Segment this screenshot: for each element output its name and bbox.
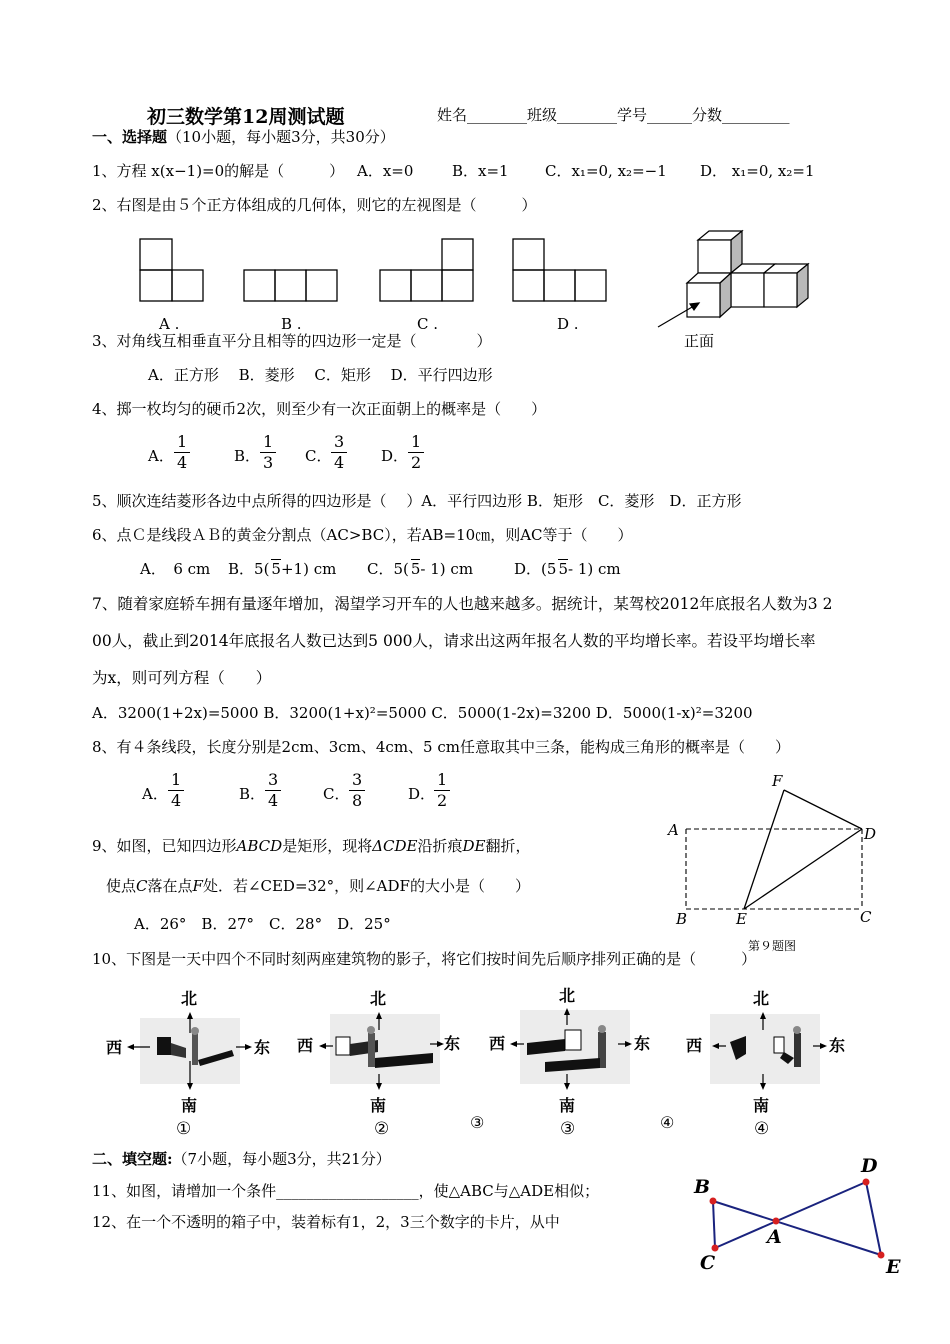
q2-view-b: [244, 270, 337, 301]
section1-heading: 一、选择题: [92, 128, 168, 146]
q10-fig2-east: 东: [444, 1034, 461, 1053]
q2-label-d: D .: [557, 315, 579, 333]
q9-label-e: E: [736, 910, 747, 928]
q4-label-c: C．: [305, 447, 332, 465]
q8-frac-d-num: 1: [434, 770, 450, 791]
q10-fig4-west: 西: [686, 1036, 703, 1055]
q4-frac-d-den: 2: [411, 453, 422, 472]
q3-stem: 3、对角线互相垂直平分且相等的四边形一定是（ ）: [92, 332, 492, 350]
q6-d-pre: D．(5: [514, 560, 557, 578]
q9-c: C: [136, 877, 148, 895]
q4-frac-c-num: 3: [331, 432, 347, 453]
q4-frac-c-den: 4: [334, 453, 345, 472]
q9-abcd: ABCD: [236, 837, 283, 855]
q2-label-a: A .: [159, 315, 180, 333]
q4-fraction-c: [331, 432, 347, 473]
q9-cde: ΔCDE: [372, 837, 418, 855]
q8-frac-b-den: 4: [268, 791, 279, 810]
student-info-line: 姓名________班级________学号______分数_________: [437, 106, 790, 124]
q6-option-c: [367, 559, 473, 579]
q8-frac-c-num: 3: [349, 770, 365, 791]
q8-fraction-c: [349, 770, 365, 811]
q11-label-b: B: [694, 1176, 711, 1198]
q4-frac-d-num: 1: [408, 432, 424, 453]
q10-fig2-north: 北: [370, 989, 387, 1008]
q6-c-root: 5: [410, 560, 421, 578]
q8-frac-a-num: 1: [168, 770, 184, 791]
q8-frac-d-den: 2: [437, 791, 448, 810]
q10-fig4-east: 东: [829, 1036, 846, 1055]
q6-stem: 6、点Ｃ是线段ＡＢ的黄金分割点（AC>BC），若AB=10㎝，则AC等于（ ）: [92, 526, 633, 544]
q10-fig1-west: 西: [106, 1038, 123, 1057]
q10-fig1-east: 东: [254, 1038, 271, 1057]
q4-frac-b-den: 3: [263, 453, 274, 472]
q6-option-d: [514, 559, 621, 579]
q12-stem: 12、在一个不透明的箱子中，装着标有1，2，3三个数字的卡片，从中: [92, 1213, 560, 1231]
q9-l1-d: 翻折，: [485, 837, 531, 855]
q8-label-d: D．: [408, 785, 436, 803]
q10-figure-1: [127, 1012, 252, 1090]
q11-label-e: E: [886, 1256, 901, 1278]
q9-label-b: B: [676, 910, 688, 928]
q10-fig1-south: 南: [181, 1096, 198, 1115]
q7-line3: 为x，则可列方程（ ）: [92, 669, 272, 687]
q10-stem: 10、下图是一天中四个不同时刻两座建筑物的影子，将它们按时间先后顺序排列正确的是（ ）: [92, 950, 757, 968]
section2-note: （7小题，每小题3分，共21分）: [172, 1150, 391, 1168]
q1-stem: 1、方程 x(x−1)=0的解是（ ）: [92, 162, 345, 180]
q4-frac-b-num: 1: [260, 432, 276, 453]
q3-options: A．正方形 B．菱形 C．矩形 D．平行四边形: [148, 366, 493, 384]
q1-option-b: B．x=1: [452, 162, 509, 180]
section2-heading-row: [92, 1149, 391, 1169]
q8-label-a: A．: [142, 785, 168, 803]
q8-label-b: B．: [239, 785, 266, 803]
q9-label-d: D: [864, 825, 877, 843]
q6-b-pre: B．5(: [228, 560, 270, 578]
q9-l2-b: 落在点: [147, 877, 193, 895]
q10-fig3-north: 北: [559, 986, 576, 1005]
q9-caption: 第９题图: [748, 939, 797, 953]
q7-line2: 00人，截止到2014年底报名人数已达到5 000人，请求出这两年报名人数的平均增长率。若设平均增长率: [92, 632, 816, 650]
q11-label-a: A: [767, 1226, 782, 1248]
q9-label-c: C: [860, 908, 872, 926]
q4-fraction-b: [260, 432, 276, 473]
q11-stem: 11、如图，请增加一个条件___________________，使△ABC与△ADE相似；: [92, 1182, 600, 1200]
q10-mark-1: ①: [176, 1119, 192, 1139]
q6-d-post: - 1) cm: [567, 560, 621, 578]
q10-mark-2: ②: [374, 1119, 390, 1139]
q6-b-root: 5: [271, 560, 281, 578]
q6-c-pre: C．5(: [367, 560, 409, 578]
q8-frac-a-den: 4: [171, 791, 182, 810]
q9-l1-c: 沿折痕: [417, 837, 463, 855]
q9-options: A．26° B．27° C．28° D．25°: [134, 915, 391, 933]
q4-label-d: D．: [381, 447, 409, 465]
q7-line1: 7、随着家庭轿车拥有量逐年增加，渴望学习开车的人也越来越多。据统计，某驾校2012年底报名人数为3 2: [92, 595, 833, 613]
q2-view-c: [380, 239, 473, 301]
q11-label-c: C: [700, 1252, 716, 1274]
q8-fraction-d: [434, 770, 450, 811]
q10-fig3-east: 东: [634, 1034, 651, 1053]
q10-figure-4: [710, 1012, 827, 1090]
q2-view-d: [513, 239, 606, 301]
q1-option-c: C．x₁=0, x₂=−1: [545, 162, 667, 180]
q4-frac-a-den: 4: [177, 453, 188, 472]
q2-front-label: 正面: [684, 332, 715, 350]
q6-b-post: +1) cm: [280, 560, 337, 578]
page-title: 初三数学第12周测试题: [147, 106, 345, 128]
q11-label-d: D: [861, 1155, 878, 1177]
section2-heading: 二、填空题:: [92, 1150, 173, 1168]
q10-mark-4: ④: [754, 1119, 770, 1139]
q10-fig2-west: 西: [297, 1036, 314, 1055]
q10-extra-mark-4: ④: [660, 1113, 675, 1132]
q1-option-d: D． x₁=0, x₂=1: [700, 162, 815, 180]
section1-note: （10小题，每小题3分，共30分）: [167, 128, 395, 146]
q9-line1: [92, 836, 531, 856]
q4-fraction-a: [174, 432, 190, 473]
q9-l1-b: 是矩形，现将: [282, 837, 373, 855]
q10-mark-3: ③: [560, 1119, 576, 1139]
q9-de: DE: [462, 837, 486, 855]
q1-option-a: A．x=0: [357, 162, 414, 180]
q8-frac-b-num: 3: [265, 770, 281, 791]
q4-stem: 4、掷一枚均匀的硬币2次，则至少有一次正面朝上的概率是（ ）: [92, 400, 547, 418]
q9-figure: [686, 790, 862, 909]
q4-frac-a-num: 1: [174, 432, 190, 453]
q9-l2-c: 处．若∠CED=32°，则∠ADF的大小是（ ）: [202, 877, 530, 895]
q10-figure-3: [510, 1008, 632, 1090]
q2-label-b: B .: [281, 315, 302, 333]
q8-frac-c-den: 8: [352, 791, 363, 810]
q2-solid: [658, 231, 808, 327]
q10-figure-2: [319, 1012, 444, 1090]
q5-stem: 5、顺次连结菱形各边中点所得的四边形是（ ）A．平行四边形 B．矩形 C．菱形 D．正方形: [92, 492, 742, 510]
q8-label-c: C．: [323, 785, 350, 803]
q11-figure: [710, 1179, 885, 1259]
q9-label-f: F: [772, 772, 783, 790]
q9-line2: [106, 876, 530, 896]
q9-f: F: [192, 877, 203, 895]
q10-fig3-west: 西: [489, 1034, 506, 1053]
q8-fraction-b: [265, 770, 281, 811]
q4-fraction-d: [408, 432, 424, 473]
q8-stem: 8、有４条线段，长度分别是2cm、3cm、4cm、5 cm任意取其中三条，能构成三角形的概率是（ ）: [92, 738, 790, 756]
q9-l1-a: 9、如图，已知四边形: [92, 837, 237, 855]
q2-stem: 2、右图是由５个正方体组成的几何体，则它的左视图是（ ）: [92, 196, 537, 214]
q10-fig4-north: 北: [753, 989, 770, 1008]
q2-view-a: [140, 239, 203, 301]
q9-label-a: A: [668, 821, 679, 839]
q2-label-c: C .: [417, 315, 439, 333]
q10-fig2-south: 南: [370, 1096, 387, 1115]
q6-d-root: 5: [558, 560, 568, 578]
q4-label-a: A．: [148, 447, 174, 465]
q6-option-b: [228, 559, 336, 579]
q10-fig1-north: 北: [181, 989, 198, 1008]
q10-fig3-south: 南: [559, 1096, 576, 1115]
q9-l2-a: 使点: [106, 877, 137, 895]
q6-c-post: - 1) cm: [420, 560, 474, 578]
q10-extra-mark-3: ③: [470, 1113, 485, 1132]
q6-option-a: A． 6 cm: [140, 560, 211, 578]
q10-fig4-south: 南: [753, 1096, 770, 1115]
q10-figures: [127, 1008, 827, 1090]
q4-label-b: B．: [234, 447, 261, 465]
q7-options: A．3200(1+2x)=5000 B．3200(1+x)²=5000 C．5000(1-2x)=3200 D．5000(1-x)²=3200: [92, 704, 753, 722]
q8-fraction-a: [168, 770, 184, 811]
